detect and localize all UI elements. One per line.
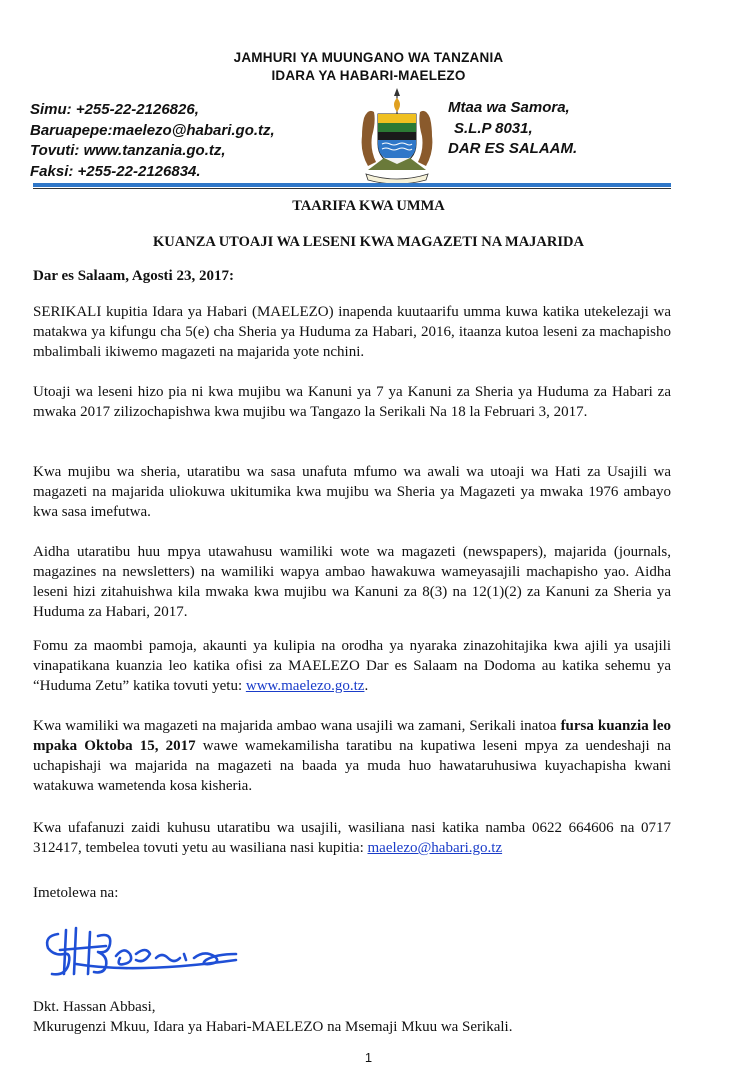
website-link[interactable]: www.maelezo.go.tz: [245, 678, 365, 694]
street-line: Mtaa wa Samora,: [448, 99, 570, 116]
city-line: DAR ES SALAAM.: [448, 140, 578, 157]
header-department: IDARA YA HABARI-MAELEZO: [271, 68, 466, 83]
fax-line: Faksi: +255-22-2126834.: [30, 162, 201, 180]
email-link[interactable]: maelezo@habari.go.tz: [367, 840, 503, 856]
paragraph-1: SERIKALI kupitia Idara ya Habari (MAELEZO) inapenda kuutaarifu umma kuwa katika utekelezaji wa matakwa ya kifungu cha 5(e) cha Sheria ya Huduma za Habari, 2016, itaanza kutoa leseni za machapisho mbalimbali ikiwemo magazeti na majarida yote nchini.: [33, 304, 671, 360]
po-box-line: S.L.P 8031,: [454, 119, 533, 137]
dateline: Dar es Salaam, Agosti 23, 2017:: [33, 268, 234, 284]
paragraph-6-text-b: wawe wamekamilisha taratibu na kupatiwa leseni mpya za uendeshaji na uchapishaji wa majarida na magazeti na baada ya muda huo hawataruhusiwa kuyachapisha kwani watakuwa wametenda kosa kisheria.: [33, 738, 671, 794]
phone-line: Simu: +255-22-2126826,: [30, 101, 199, 118]
contact-details-right: [448, 98, 577, 160]
email-line: Baruapepe:maelezo@habari.go.tz,: [30, 121, 275, 139]
signature-image: [36, 916, 258, 982]
page-number: 1: [364, 1050, 373, 1065]
signatory-block: [33, 997, 512, 1037]
paragraph-2: Utoaji wa leseni hizo pia ni kwa mujibu wa Kanuni ya 7 ya Kanuni za Sheria ya Huduma za Habari za mwaka 2017 zilizochapishwa kwa mujibu wa Tangazo la Serikali Na 18 la Februari 3, 2017.: [33, 384, 671, 420]
issued-by-label: Imetolewa na:: [33, 885, 119, 901]
coat-of-arms-icon: [354, 88, 440, 186]
document-subtitle: KUANZA UTOAJI WA LESENI KWA MAGAZETI NA MAJARIDA: [153, 234, 584, 250]
paragraph-5-end: .: [364, 678, 369, 694]
contact-details-left: [30, 100, 275, 182]
deadline-highlight: fursa kuanzia leo mpaka Oktoba 15, 2017: [33, 718, 671, 754]
paragraph-6: [33, 716, 671, 796]
paragraph-4: Aidha utaratibu huu mpya utawahusu wamiliki wote wa magazeti (newspapers), majarida (journals, magazines na newsletters) na wamiliki wapya ambao hawakuwa wameyasajili machapisho yao. Aidha leseni hizi zitahuishwa kila mwaka kwa mujibu wa Kanuni za 8(3) na 12(1)(2) za Kanuni za Sheria ya Huduma za Habari, 2017.: [33, 544, 671, 620]
website-line: Tovuti: www.tanzania.go.tz,: [30, 142, 226, 159]
document-title: TAARIFA KWA UMMA: [292, 198, 445, 214]
paragraph-5-text: Fomu za maombi pamoja, akaunti ya kulipia na orodha ya nyaraka zinazohitajika kwa ajili ya usajili vinapatikana kuanzia leo katika ofisi za MAELEZO Dar es Salaam na Dodoma au katika sehemu ya “Huduma Zetu” katika tovuti yetu:: [33, 638, 671, 694]
header-rule: [33, 183, 671, 187]
paragraph-5: [33, 636, 671, 696]
header-rule-thin: [33, 188, 671, 189]
paragraph-3: Kwa mujibu wa sheria, utaratibu wa sasa unafuta mfumo wa awali wa utoaji wa Hati za Usajili wa magazeti na majarida uliokuwa ukitumika kwa mujibu wa Sheria ya Magazeti ya mwaka 1976 ambayo kwa sasa imefutwa.: [33, 464, 671, 520]
signatory-title: Mkurugenzi Mkuu, Idara ya Habari-MAELEZO na Msemaji Mkuu wa Serikali.: [33, 1019, 513, 1035]
signatory-name: Dkt. Hassan Abbasi,: [33, 999, 156, 1015]
paragraph-6-text-a: Kwa wamiliki wa magazeti na majarida ambao wana usajili wa zamani, Serikali inatoa: [33, 718, 561, 734]
paragraph-7-text: Kwa ufafanuzi zaidi kuhusu utaratibu wa usajili, wasiliana nasi katika namba 0622 664606 na 0717 312417, tembelea tovuti yetu au wasiliana nasi kupitia:: [33, 820, 671, 856]
header-country: JAMHURI YA MUUNGANO WA TANZANIA: [233, 50, 504, 65]
paragraph-7: [33, 818, 671, 858]
